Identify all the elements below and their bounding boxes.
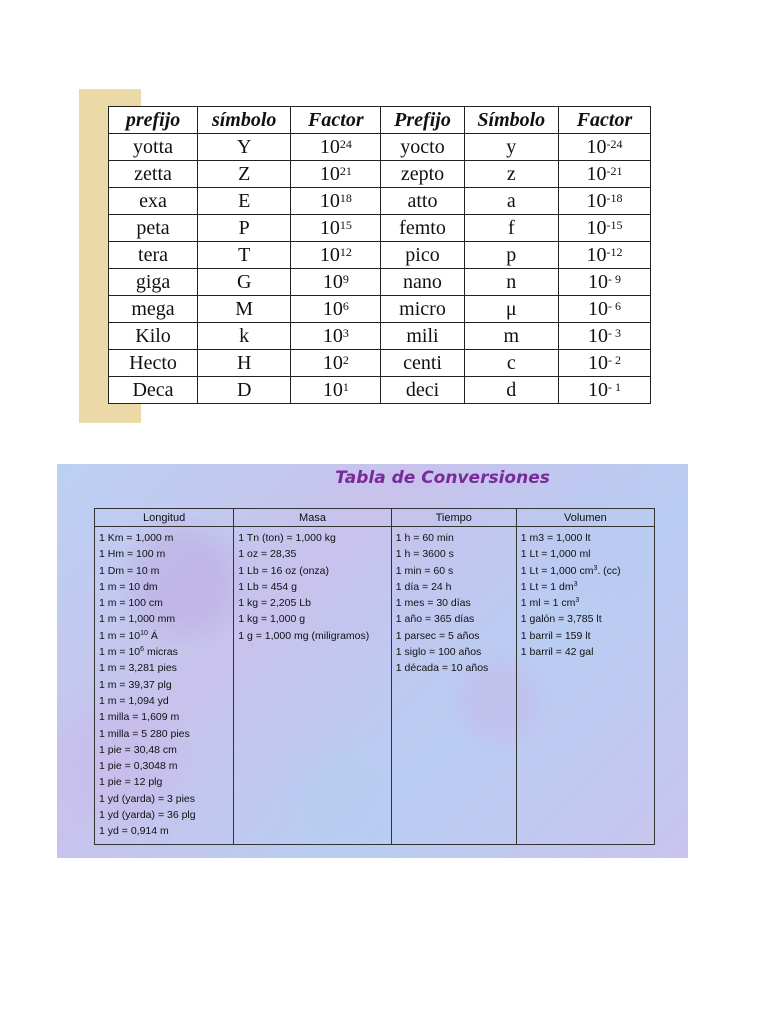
- conversion-line: [238, 628, 391, 644]
- factor-base: 10: [587, 325, 608, 347]
- conversion-line: [396, 579, 516, 595]
- volumen-column: [516, 527, 654, 845]
- conversion-text: 1 pie = 30,48 cm: [99, 743, 177, 756]
- prefix-name: yotta: [109, 134, 198, 161]
- header-prefijo-negative: Prefijo: [381, 107, 464, 134]
- conversion-line: [396, 595, 516, 611]
- factor-base: 10: [322, 352, 343, 374]
- conversion-line: [521, 611, 654, 627]
- prefix-name-negative: micro: [381, 296, 464, 323]
- conversion-line: [521, 546, 654, 562]
- conversion-exponent: 10: [140, 629, 148, 637]
- conversion-line: [99, 742, 233, 758]
- conversion-text: 1 oz = 28,35: [238, 548, 297, 561]
- conversion-text: 1 Lt = 1 dm: [520, 580, 574, 593]
- conversion-text: 1 m = 10 dm: [99, 580, 158, 593]
- conversion-exponent: 3: [573, 580, 578, 588]
- factor-exponent: -18: [606, 191, 623, 205]
- factor-exponent: 18: [339, 191, 352, 205]
- factor-exponent: -12: [606, 245, 623, 259]
- factor-base: 10: [319, 163, 340, 185]
- factor-base: 10: [319, 244, 340, 266]
- prefix-symbol-negative: d: [464, 377, 558, 404]
- prefix-factor-negative: [558, 296, 650, 323]
- prefix-name: giga: [109, 269, 198, 296]
- conversion-text: 1 m3 = 1,000 lt: [520, 532, 591, 544]
- conversion-text: 1 kg = 1,000 g: [238, 613, 306, 626]
- conversion-line: [99, 595, 233, 611]
- conversion-line: [99, 628, 233, 644]
- conversion-unit: micras: [144, 646, 178, 659]
- conversion-text: 1 milla = 1,609 m: [99, 711, 180, 724]
- longitud-column: [95, 527, 234, 845]
- conversion-text: 1 día = 24 h: [395, 580, 452, 593]
- conversion-text: 1 kg = 2,205 Lb: [238, 597, 311, 610]
- conversion-text: 1 Tn (ton) = 1,000 kg: [238, 532, 336, 544]
- conversion-line: [99, 563, 233, 579]
- conversion-exponent: 3: [593, 564, 598, 572]
- prefix-name: Kilo: [109, 323, 198, 350]
- prefix-factor-negative: [558, 188, 650, 215]
- prefix-row: [109, 134, 651, 161]
- prefix-factor-negative: [558, 242, 650, 269]
- conversion-header-row: [95, 509, 655, 527]
- prefix-row: [109, 215, 651, 242]
- prefix-factor-negative: [558, 323, 650, 350]
- conversion-line: [238, 530, 391, 546]
- conversion-text: 1 siglo = 100 años: [395, 646, 482, 659]
- factor-exponent: 2: [342, 353, 349, 367]
- factor-base: 10: [587, 352, 608, 374]
- factor-base: 10: [586, 217, 607, 239]
- prefix-name-negative: atto: [381, 188, 464, 215]
- prefix-row: [109, 377, 651, 404]
- conversion-text: 1 h = 60 min: [395, 532, 454, 544]
- conversion-text: 1 Lt = 1,000 ml: [520, 548, 591, 561]
- prefix-symbol-negative: p: [464, 242, 558, 269]
- conversion-line: [99, 726, 233, 742]
- factor-base: 10: [586, 244, 607, 266]
- conversion-table-section: [57, 464, 688, 858]
- factor-base: 10: [322, 271, 343, 293]
- conversion-line: [521, 563, 654, 579]
- conversion-line: [99, 579, 233, 595]
- factor-base: 10: [586, 163, 607, 185]
- prefix-name-negative: femto: [381, 215, 464, 242]
- prefix-table-header-row: [109, 107, 651, 134]
- conversion-text: 1 m = 100 cm: [99, 597, 163, 610]
- prefix-row: [109, 188, 651, 215]
- prefix-row: [109, 296, 651, 323]
- prefix-factor: [291, 377, 381, 404]
- prefix-factor-negative: [558, 161, 650, 188]
- factor-exponent: -24: [606, 137, 623, 151]
- conversion-line: [396, 644, 516, 660]
- conversion-line: [521, 595, 654, 611]
- conversion-text: 1 m = 1,094 yd: [99, 694, 169, 707]
- prefix-factor: [291, 215, 381, 242]
- conversion-text: 1 galón = 3,785 lt: [520, 613, 602, 626]
- prefix-name-negative: pico: [381, 242, 464, 269]
- prefix-name-negative: nano: [381, 269, 464, 296]
- prefix-symbol-negative: μ: [464, 296, 558, 323]
- factor-exponent: 3: [342, 326, 349, 340]
- masa-column: [234, 527, 392, 845]
- factor-exponent: 6: [342, 299, 349, 313]
- conversion-text: 1 Km = 1,000 m: [99, 532, 174, 544]
- conversion-line: [238, 546, 391, 562]
- prefix-name-negative: yocto: [381, 134, 464, 161]
- prefix-factor: [291, 269, 381, 296]
- prefix-table: [108, 106, 651, 404]
- conversion-text: 1 h = 3600 s: [395, 548, 454, 561]
- prefix-name-negative: centi: [381, 350, 464, 377]
- conversion-line: [99, 807, 233, 823]
- conversion-line: [99, 677, 233, 693]
- conversion-line: [99, 823, 233, 839]
- conversion-text: 1 barril = 159 lt: [520, 629, 591, 642]
- conversion-text: 1 m = 10: [99, 646, 141, 659]
- conversion-line: [99, 693, 233, 709]
- prefix-symbol: Y: [198, 134, 291, 161]
- prefix-name: tera: [109, 242, 198, 269]
- conversion-text: 1 ml = 1 cm: [520, 597, 576, 610]
- header-factor-negative: Factor: [558, 107, 650, 134]
- factor-exponent: 12: [339, 245, 352, 259]
- header-longitud: Longitud: [95, 509, 234, 527]
- conversion-line: [99, 758, 233, 774]
- prefix-symbol-negative: n: [464, 269, 558, 296]
- factor-exponent: 1: [342, 380, 349, 394]
- conversion-line: [99, 774, 233, 790]
- prefix-name: zetta: [109, 161, 198, 188]
- conversion-text: 1 Dm = 10 m: [99, 564, 160, 577]
- conversion-table-title: Tabla de Conversiones: [335, 468, 550, 488]
- prefix-symbol: M: [198, 296, 291, 323]
- prefix-table-section: [79, 89, 652, 423]
- conversion-text: 1 pie = 0,3048 m: [99, 760, 178, 773]
- conversion-line: [396, 660, 516, 676]
- prefix-factor: [291, 350, 381, 377]
- prefix-factor: [291, 242, 381, 269]
- conversion-unit: Á: [147, 629, 158, 642]
- conversion-body-row: [95, 527, 655, 845]
- conversion-text: 1 Lb = 16 oz (onza): [238, 564, 330, 577]
- prefix-row: [109, 323, 651, 350]
- prefix-name: exa: [109, 188, 198, 215]
- prefix-symbol: H: [198, 350, 291, 377]
- conversion-line: [521, 644, 654, 660]
- conversion-line: [396, 611, 516, 627]
- conversion-text: 1 Lb = 454 g: [238, 580, 297, 593]
- conversion-line: [99, 660, 233, 676]
- conversion-text: 1 barril = 42 gal: [520, 646, 594, 659]
- factor-base: 10: [322, 325, 343, 347]
- factor-base: 10: [586, 136, 607, 158]
- factor-base: 10: [587, 271, 608, 293]
- prefix-factor-negative: [558, 215, 650, 242]
- conversion-text: 1 min = 60 s: [395, 564, 454, 577]
- factor-base: 10: [586, 190, 607, 212]
- conversion-line: [99, 611, 233, 627]
- conversion-line: [238, 611, 391, 627]
- prefix-symbol: D: [198, 377, 291, 404]
- prefix-name-negative: deci: [381, 377, 464, 404]
- header-masa: Masa: [234, 509, 392, 527]
- conversion-line: [396, 628, 516, 644]
- factor-exponent: - 2: [607, 353, 621, 367]
- conversion-line: [521, 579, 654, 595]
- conversion-line: [99, 546, 233, 562]
- prefix-row: [109, 161, 651, 188]
- factor-exponent: 24: [339, 137, 352, 151]
- prefix-symbol: E: [198, 188, 291, 215]
- prefix-factor: [291, 296, 381, 323]
- prefix-symbol-negative: a: [464, 188, 558, 215]
- factor-base: 10: [322, 379, 343, 401]
- conversion-line: [99, 791, 233, 807]
- factor-exponent: 9: [342, 272, 349, 286]
- factor-exponent: 15: [339, 218, 352, 232]
- prefix-factor: [291, 323, 381, 350]
- prefix-symbol: T: [198, 242, 291, 269]
- prefix-symbol: G: [198, 269, 291, 296]
- factor-base: 10: [587, 379, 608, 401]
- prefix-factor-negative: [558, 269, 650, 296]
- conversion-line: [99, 530, 233, 546]
- prefix-name-negative: mili: [381, 323, 464, 350]
- factor-base: 10: [587, 298, 608, 320]
- prefix-factor-negative: [558, 377, 650, 404]
- conversion-text: 1 m = 39,37 plg: [99, 678, 172, 691]
- conversion-text: 1 milla = 5 280 pies: [99, 727, 190, 740]
- prefix-symbol-negative: c: [464, 350, 558, 377]
- header-simbolo: símbolo: [198, 107, 291, 134]
- conversion-line: [521, 530, 654, 546]
- prefix-symbol-negative: z: [464, 161, 558, 188]
- conversion-text: 1 pie = 12 plg: [99, 776, 163, 789]
- header-volumen: Volumen: [516, 509, 654, 527]
- conversion-text: 1 yd (yarda) = 3 pies: [99, 792, 196, 805]
- prefix-name: Deca: [109, 377, 198, 404]
- conversion-text: 1 m = 10: [99, 629, 141, 642]
- header-prefijo: prefijo: [109, 107, 198, 134]
- factor-base: 10: [322, 298, 343, 320]
- conversion-text: 1 Lt = 1,000 cm: [520, 564, 594, 577]
- prefix-name: mega: [109, 296, 198, 323]
- tiempo-column: [391, 527, 516, 845]
- conversion-exponent: 6: [140, 646, 145, 654]
- conversion-line: [99, 644, 233, 660]
- prefix-factor: [291, 134, 381, 161]
- conversion-table: [94, 508, 655, 845]
- prefix-name-negative: zepto: [381, 161, 464, 188]
- prefix-row: [109, 269, 651, 296]
- factor-base: 10: [319, 190, 340, 212]
- factor-exponent: - 3: [607, 326, 621, 340]
- prefix-row: [109, 350, 651, 377]
- prefix-symbol-negative: m: [464, 323, 558, 350]
- conversion-line: [238, 579, 391, 595]
- conversion-line: [238, 595, 391, 611]
- prefix-factor-negative: [558, 350, 650, 377]
- factor-exponent: 21: [339, 164, 352, 178]
- factor-exponent: -15: [606, 218, 623, 232]
- header-factor: Factor: [291, 107, 381, 134]
- prefix-symbol: P: [198, 215, 291, 242]
- conversion-text: 1 yd (yarda) = 36 plg: [99, 809, 196, 822]
- prefix-symbol: k: [198, 323, 291, 350]
- conversion-text: 1 yd = 0,914 m: [99, 825, 169, 838]
- conversion-line: [99, 709, 233, 725]
- header-tiempo: Tiempo: [391, 509, 516, 527]
- conversion-line: [521, 628, 654, 644]
- conversion-line: [396, 530, 516, 546]
- factor-base: 10: [319, 217, 340, 239]
- prefix-symbol: Z: [198, 161, 291, 188]
- conversion-line: [396, 563, 516, 579]
- prefix-factor: [291, 161, 381, 188]
- conversion-unit: . (cc): [597, 564, 621, 577]
- header-simbolo-negative: Símbolo: [464, 107, 558, 134]
- conversion-exponent: 3: [575, 597, 580, 605]
- factor-exponent: - 1: [607, 380, 621, 394]
- conversion-text: 1 década = 10 años: [395, 662, 489, 675]
- conversion-line: [238, 563, 391, 579]
- prefix-symbol-negative: y: [464, 134, 558, 161]
- prefix-factor-negative: [558, 134, 650, 161]
- conversion-text: 1 parsec = 5 años: [395, 629, 480, 642]
- factor-exponent: - 9: [607, 272, 621, 286]
- conversion-line: [396, 546, 516, 562]
- conversion-text: 1 m = 1,000 mm: [99, 613, 176, 626]
- prefix-name: peta: [109, 215, 198, 242]
- factor-exponent: -21: [606, 164, 623, 178]
- prefix-row: [109, 242, 651, 269]
- prefix-factor: [291, 188, 381, 215]
- conversion-text: 1 g = 1,000 mg (miligramos): [238, 629, 370, 642]
- factor-base: 10: [319, 136, 340, 158]
- conversion-text: 1 m = 3,281 pies: [99, 662, 177, 675]
- factor-exponent: - 6: [607, 299, 621, 313]
- conversion-text: 1 mes = 30 días: [395, 597, 471, 610]
- prefix-symbol-negative: f: [464, 215, 558, 242]
- conversion-text: 1 año = 365 días: [395, 613, 475, 626]
- conversion-text: 1 Hm = 100 m: [99, 548, 166, 561]
- prefix-name: Hecto: [109, 350, 198, 377]
